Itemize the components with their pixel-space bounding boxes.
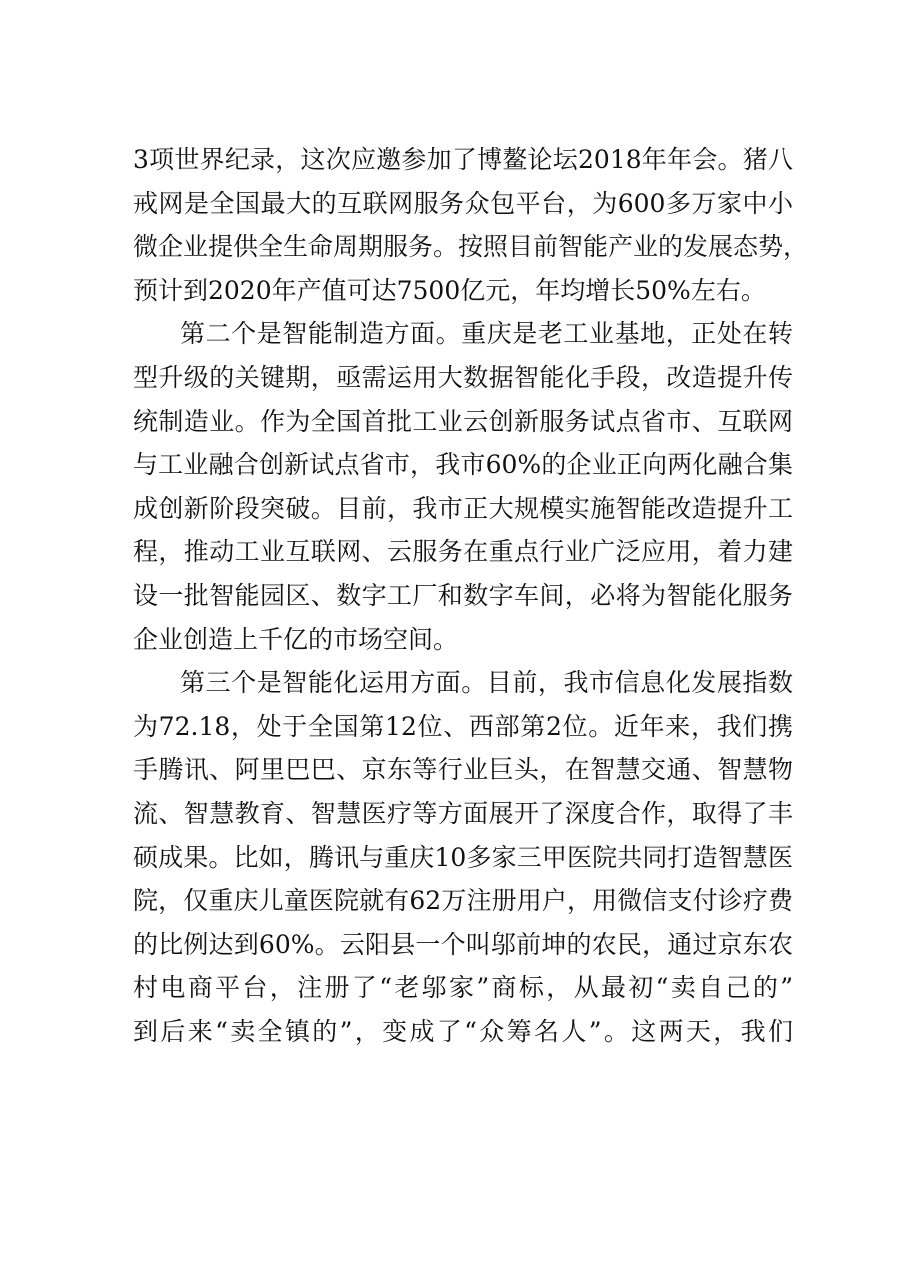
text-line: 到后来“卖全镇的”，变成了“众筹名人”。这两天，我们 [133, 1016, 793, 1046]
text-line: 统制造业。作为全国首批工业云创新服务试点省市、互联网 [133, 406, 793, 436]
text-line: 程，推动工业互联网、云服务在重点行业广泛应用，着力建 [133, 537, 793, 567]
text-line: 硕成果。比如，腾讯与重庆10多家三甲医院共同打造智慧医 [133, 842, 793, 872]
text-line: 村电商平台，注册了“老邬家”商标，从最初“卖自己的” [133, 973, 793, 1003]
body-text [133, 138, 809, 1053]
text-line: 戒网是全国最大的互联网服务众包平台，为600多万家中小 [133, 188, 793, 218]
text-line: 院，仅重庆儿童医院就有62万注册用户，用微信支付诊疗费 [133, 886, 793, 916]
text-line: 第二个是智能制造方面。重庆是老工业基地，正处在转 [180, 319, 793, 349]
text-line: 与工业融合创新试点省市，我市60%的企业正向两化融合集 [133, 450, 793, 480]
text-line: 预计到2020年产值可达7500亿元，年均增长50%左右。 [133, 275, 766, 305]
text-line: 3项世界纪录，这次应邀参加了博鳌论坛2018年年会。猪八 [133, 145, 793, 174]
text-line: 型升级的关键期，亟需运用大数据智能化手段，改造提升传 [133, 362, 793, 392]
text-line: 的比例达到60%。云阳县一个叫邬前坤的农民，通过京东农 [133, 929, 793, 959]
text-line: 手腾讯、阿里巴巴、京东等行业巨头，在智慧交通、智慧物 [133, 755, 793, 785]
text-line: 为72.18，处于全国第12位、西部第2位。近年来，我们携 [133, 711, 793, 741]
text-line: 企业创造上千亿的市场空间。 [133, 624, 459, 654]
text-line: 设一批智能园区、数字工厂和数字车间，必将为智能化服务 [133, 580, 793, 610]
text-line: 流、智慧教育、智慧医疗等方面展开了深度合作，取得了丰 [133, 798, 793, 828]
text-line: 第三个是智能化运用方面。目前，我市信息化发展指数 [180, 668, 793, 698]
text-line: 成创新阶段突破。目前，我市正大规模实施智能改造提升工 [133, 493, 793, 523]
text-line: 微企业提供全生命周期服务。按照目前智能产业的发展态势， [133, 232, 809, 262]
